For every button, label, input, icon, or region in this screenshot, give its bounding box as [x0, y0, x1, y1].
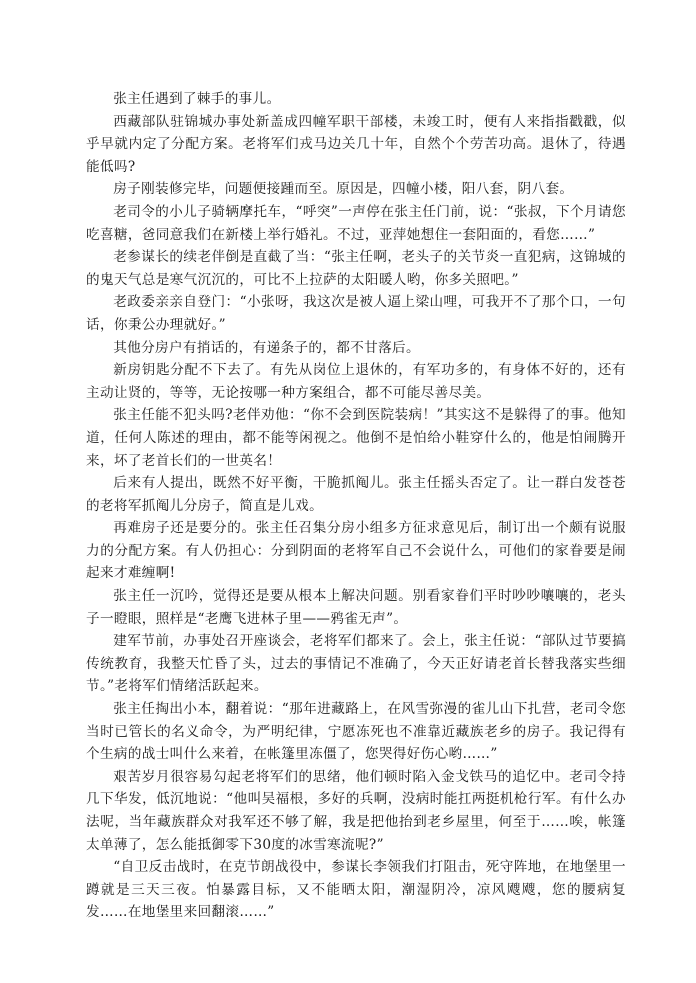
paragraph: 其他分房户有捎话的，有递条子的，都不甘落后。	[113, 339, 420, 356]
paragraph: 建军节前，办事处召开座谈会，老将军们都来了。会上，张主任说：“部队过节要搞传统教育，我整天忙昏了头，过去的事情记不准确了，今天正好请老首长替我落实些细节。”老将军们情绪活跃起来。	[86, 633, 626, 695]
paragraph: 后来有人提出，既然不好平衡，干脆抓阄儿。张主任摇头否定了。让一群白发苍苍的老将军抓阄儿分房子，简直是儿戏。	[86, 475, 626, 514]
paragraph: 房子刚装修完毕，问题便接踵而至。原因是，四幢小楼，阳八套，阴八套。	[113, 181, 574, 198]
paragraph: 张主任掏出小本，翻着说：“那年进藏路上，在风雪弥漫的雀儿山下扎营，老司令您当时已管长的名义命令，为严明纪律，宁愿冻死也不准靠近藏族老乡的房子。我记得有个生病的战士叫什么来着，在帐篷里冻僵了，您哭得好伤心哟……”	[86, 701, 626, 763]
paragraph: 张主任一沉吟，觉得还是要从根本上解决问题。别看家眷们平时吵吵嚷嚷的，老头子一瞪眼，照样是“老鹰飞进林子里——鸦雀无声”。	[86, 588, 626, 627]
paragraph: 张主任遇到了棘手的事儿。	[113, 91, 281, 107]
paragraph: 老政委亲亲自登门：“小张呀，我这次是被人逼上梁山哩，可我开不了那个口，一句话，你秉公办理就好。”	[86, 294, 626, 333]
paragraph: 再难房子还是要分的。张主任召集分房小组多方征求意见后，制订出一个颇有说服力的分配方案。有人仍担心：分到阴面的老将军自己不会说什么，可他们的家眷要是闹起来才难缠啊!	[86, 520, 626, 582]
paragraph: 老司令的小儿子骑辆摩托车，“呼突”一声停在张主任门前，说：“张叔，下个月请您吃喜糖，爸同意我们在新楼上举行婚礼。不过，亚萍她想住一套阳面的，看您……”	[86, 203, 626, 243]
paragraph: “自卫反击战时，在克节朗战役中，参谋长李领我们打阻击，死守阵地，在地堡里一蹲就是三天三夜。怕暴露目标，又不能晒太阳，潮湿阴冷，凉风飕飕，您的腰病复发……在地堡里来回翻滚……”	[86, 859, 626, 921]
paragraph: 艰苦岁月很容易勾起老将军们的思绪，他们顿时陷入金戈铁马的追忆中。老司令持几下华发，低沉地说：“他叫吴福根，多好的兵啊，没病时能扛两挺机枪行军。有什么办法呢，当年藏族群众对我军还不够了解，我是把他抬到老乡屋里，何至于……唉，帐篷太单薄了，怎么能抵御零下30度的冰雪寒流呢?”	[86, 768, 626, 853]
paragraph: 新房钥匙分配不下去了。有先从岗位上退休的，有军功多的，有身体不好的，还有主动让贤的，等等，无论按哪一种方案组合，都不可能尽善尽美。	[86, 362, 626, 401]
document-page	[86, 88, 626, 924]
paragraph: 张主任能不犯头吗?老伴劝他：“你不会到医院装病！”其实这不是躲得了的事。他知道，任何人陈述的理由，都不能等闲视之。他倒不是怕给小鞋穿什么的，他是怕闹腾开来，坏了老首长们的一世英名！	[86, 407, 626, 469]
paragraph: 西藏部队驻锦城办事处新盖成四幢军职干部楼，未竣工时，便有人来指指戳戳，似乎早就内定了分配方案。老将军们戎马边关几十年，自然个个劳苦功高。退休了，待遇能低吗?	[86, 113, 626, 175]
paragraph: 老参谋长的续老伴倒是直截了当：“张主任啊，老头子的关节炎一直犯病，这锦城的的鬼天气总是寒气沉沉的，可比不上拉萨的太阳暖人哟，你多关照吧。”	[86, 249, 626, 288]
